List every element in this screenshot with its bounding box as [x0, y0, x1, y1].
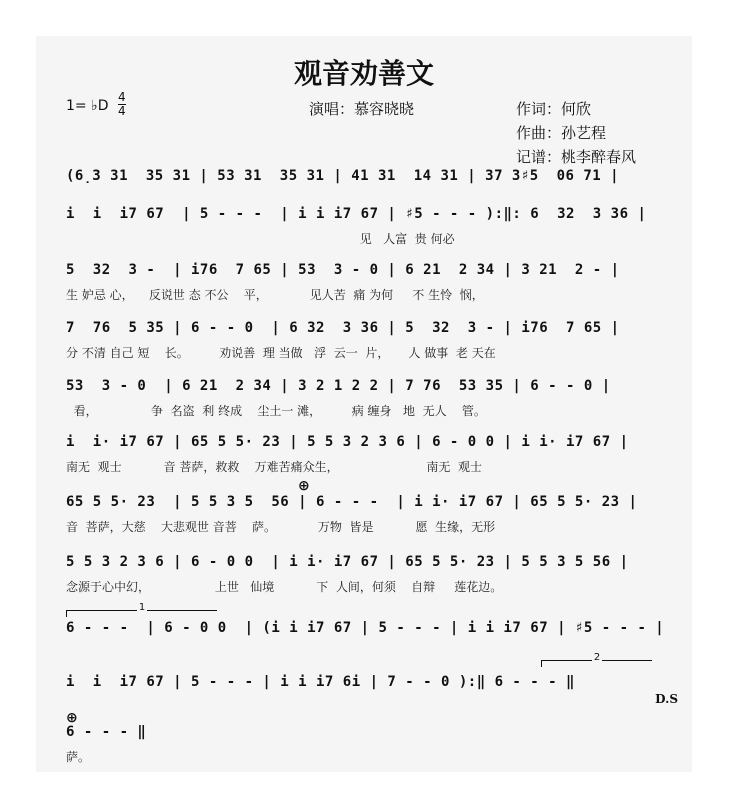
- score-row-7: [36, 478, 692, 554]
- score-row-8: [36, 554, 692, 614]
- score-row-9: [36, 602, 692, 680]
- song-title: 观音劝善文: [293, 57, 434, 90]
- time-signature-top: 4: [118, 90, 126, 104]
- score-row-5: [36, 378, 692, 438]
- notation-line: (6̣3 31 35 31 | 53 31 35 31 | 41 31 14 31 | 37 3♯5 06 71 |: [66, 168, 620, 184]
- score-row-11: [36, 710, 692, 784]
- score-row-2: [36, 206, 692, 266]
- notation-line: 6 - - - | 6 - 0 0 | (i i i7 67 | 5 - - - | i i i7 67 | ♯5 - - - |: [66, 620, 665, 636]
- volta-bracket-1: 1: [66, 610, 217, 617]
- notation-line: 53 3 - 0 | 6 21 2 34 | 3 2 1 2 2 | 7 76 53 35 | 6 - - 0 |: [66, 378, 611, 394]
- notation-line: 5 32 3 - | i76 7 65 | 53 3 - 0 | 6 21 2 34 | 3 21 2 - |: [66, 262, 620, 278]
- lyrics-line: 生 妒忌 心， 反说世 态 不公 平， 见人苦 痛 为何 不 生怜 悯，: [66, 288, 484, 302]
- coda-symbol: ⊕: [298, 478, 310, 494]
- notation-line: i i i7 67 | 5 - - - | i i i7 67 | ♯5 - - - ):‖: 6 32 3 36 |: [66, 206, 647, 222]
- notation-line: i i i7 67 | 5 - - - | i i i7 6i | 7 - - 0 ):‖ 6 - - - ‖: [66, 674, 575, 690]
- key-signature: 1= ♭D: [66, 98, 109, 114]
- volta-bracket-2: 2: [541, 660, 652, 667]
- lyrics-line: 念源于心中幻， 上世 仙境 下 人间，何须 自辩 莲花边。: [66, 580, 503, 594]
- lyrics-line: 看， 争 名盗 利 终成 尘土一 滩， 病 缠身 地 无人 管。: [66, 404, 486, 418]
- score-row-6: [36, 434, 692, 494]
- score-sheet: [36, 36, 692, 772]
- time-signature-bottom: 4: [118, 104, 126, 118]
- lyrics-line: 分 不清 自己 短 长。 劝说善 理 当做 浮 云一 片， 人 做事 老 天在: [66, 346, 496, 360]
- lyrics-line: 见 人富 贵 何必: [66, 232, 455, 246]
- notation-line: 5 5 3 2 3 6 | 6 - 0 0 | i i· i7 67 | 65 5 5· 23 | 5 5 3 5 56 |: [66, 554, 629, 570]
- scorer-credit: 记谱：桃李醉春风: [516, 148, 637, 166]
- lyrics-line: 南无 观士 音 菩萨，救救 万难苦痛众生， 南无 观士: [66, 460, 483, 474]
- notation-line: i i· i7 67 | 65 5 5· 23 | 5 5 3 2 3 6 | 6 - 0 0 | i i· i7 67 |: [66, 434, 629, 450]
- da-segno-label: D.S: [655, 692, 678, 706]
- score-row-4: [36, 320, 692, 380]
- notation-line: 7 76 5 35 | 6 - - 0 | 6 32 3 36 | 5 32 3 - | i76 7 65 |: [66, 320, 620, 336]
- time-signature: [118, 91, 126, 118]
- lyrics-line: 萨。: [66, 750, 91, 764]
- composer-credit: 作曲：孙艺程: [516, 124, 607, 142]
- notation-line: 6 - - - ‖: [66, 724, 147, 740]
- coda-symbol: ⊕: [66, 710, 78, 726]
- lyrics-line: 音 菩萨，大慈 大悲观世 音菩 萨。 万物 皆是 愿 生缘，无形: [66, 520, 496, 534]
- singer-credit: 演唱：慕容晓晓: [309, 100, 415, 118]
- score-row-3: [36, 262, 692, 322]
- notation-line: 65 5 5· 23 | 5 5 3 5 56 | 6 - - - | i i· i7 67 | 65 5 5· 23 |: [66, 494, 638, 510]
- lyricist-credit: 作词：何欣: [516, 100, 592, 118]
